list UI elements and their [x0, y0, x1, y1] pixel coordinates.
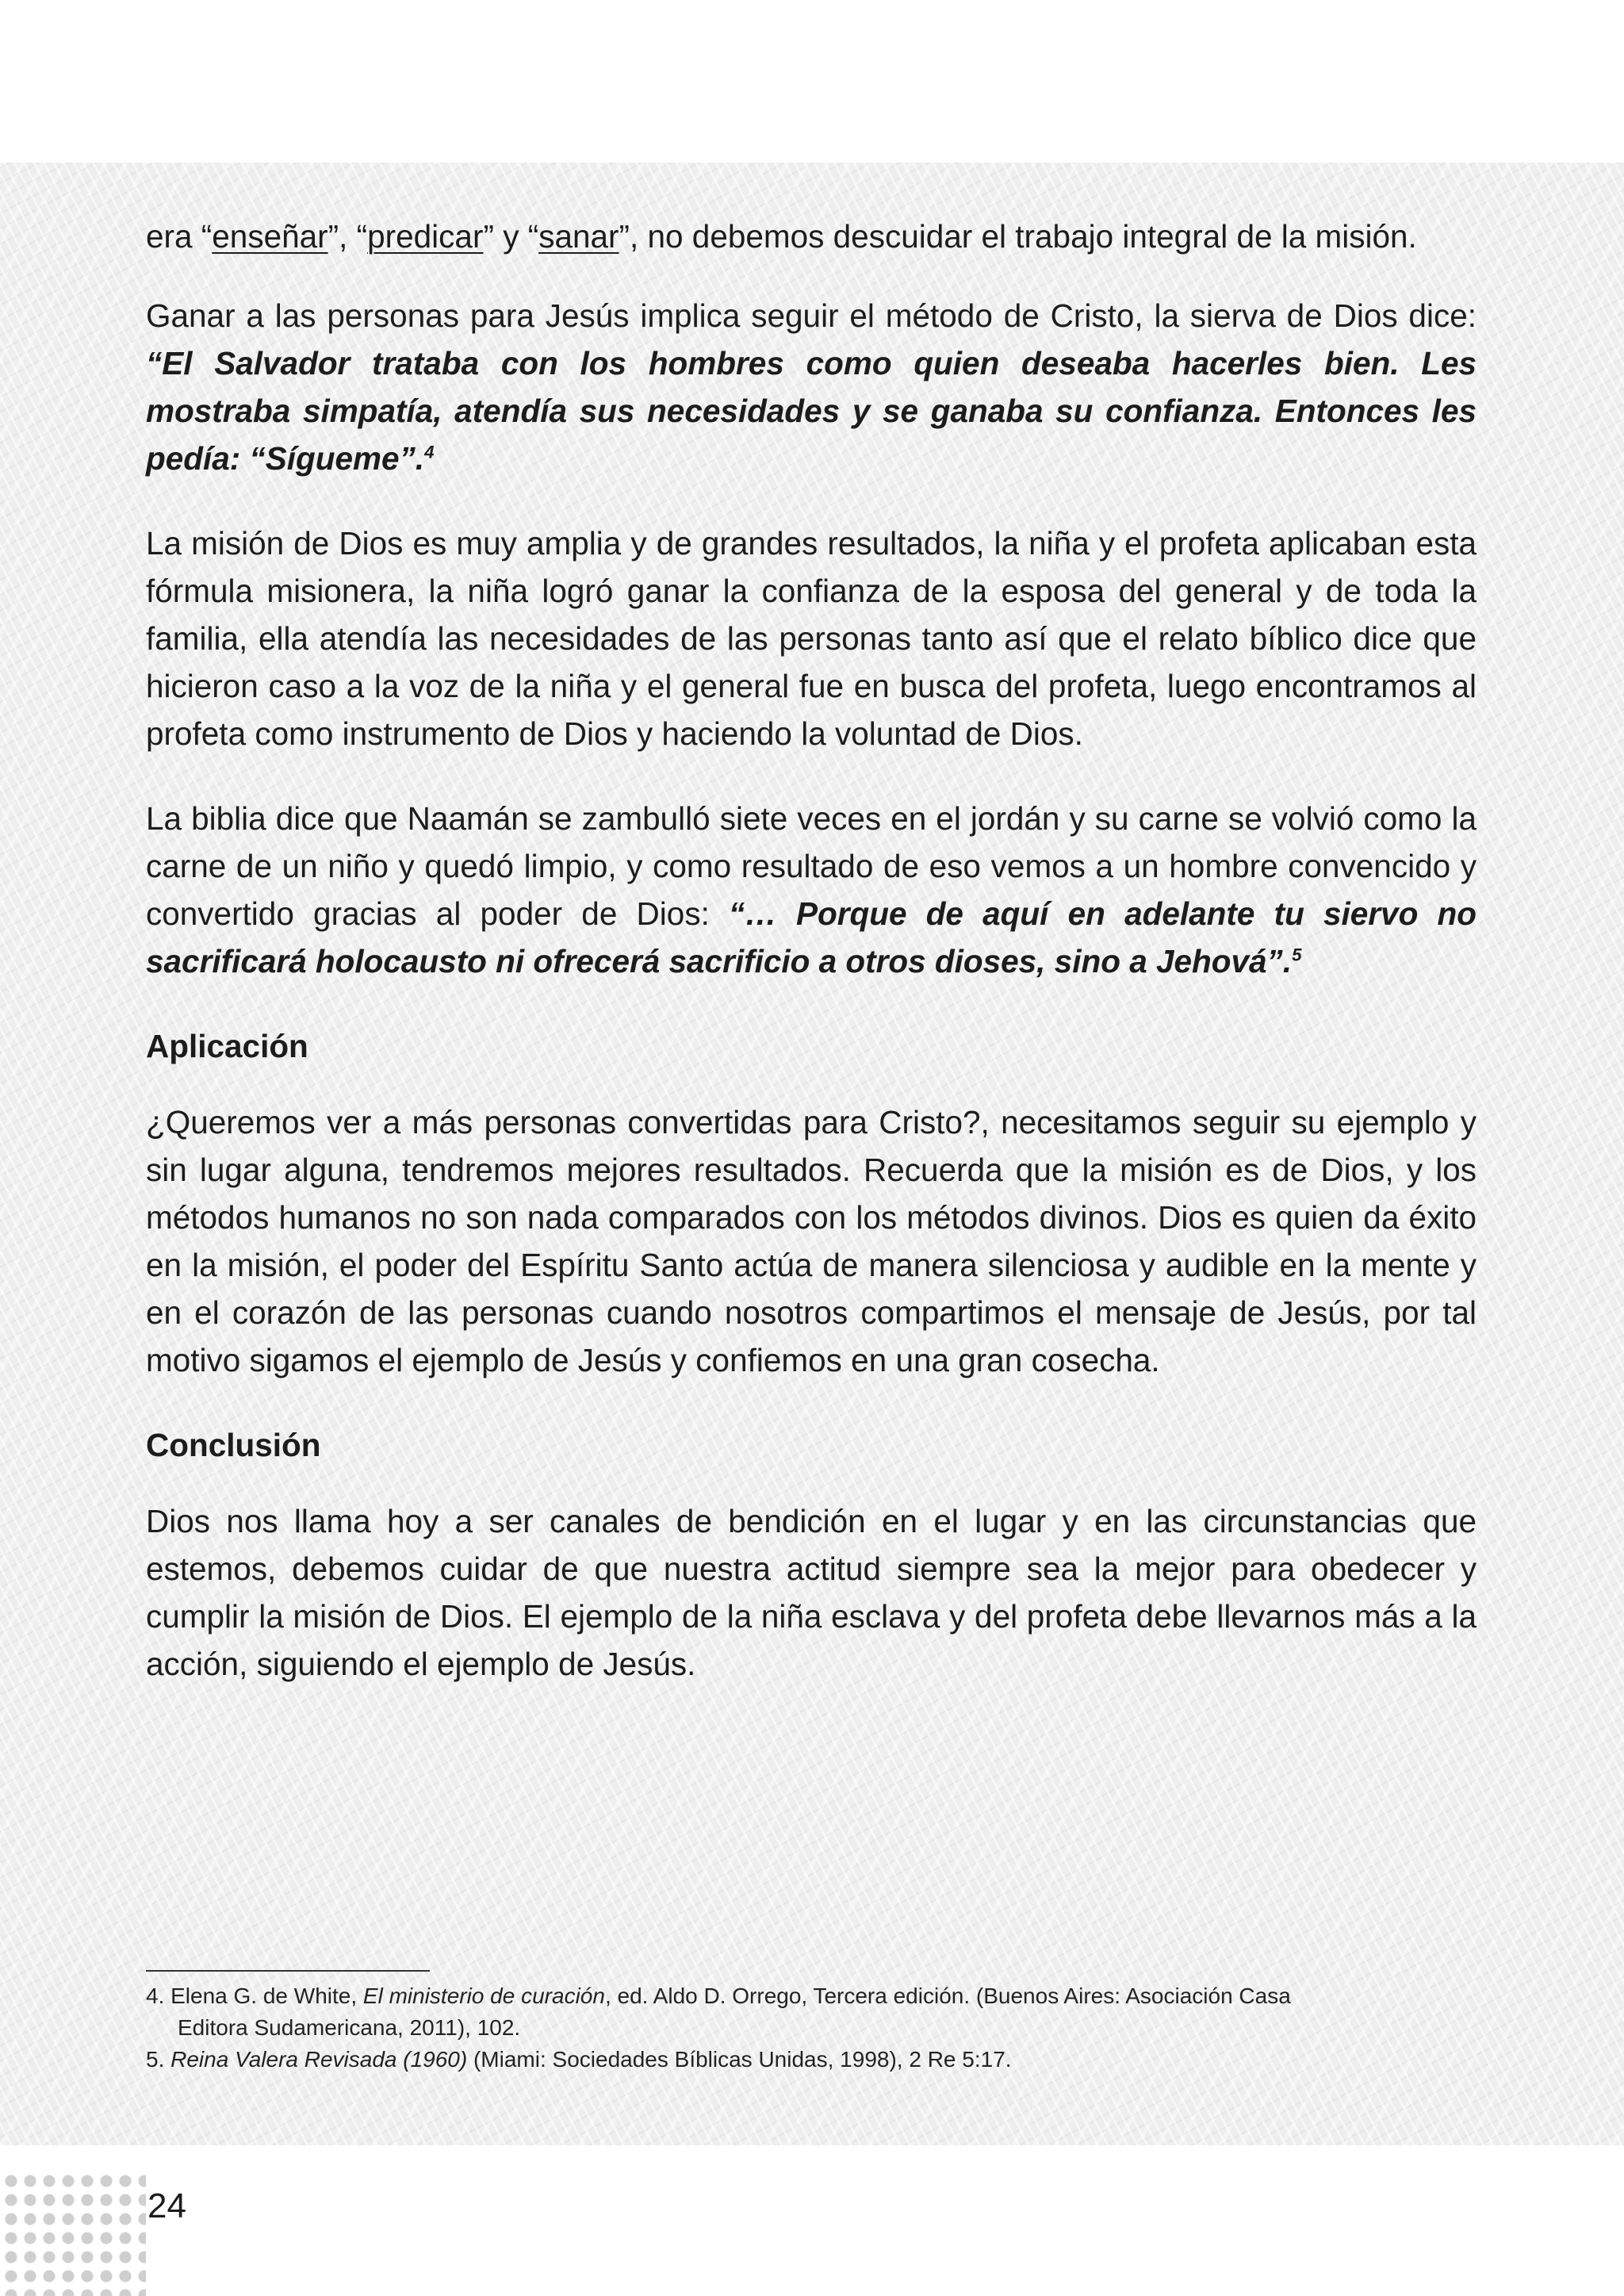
footnote-divider [146, 1970, 430, 1972]
footnote-reference: 5 [1292, 945, 1302, 965]
underlined-word: enseñar [212, 218, 328, 255]
text-run: 5. [146, 2047, 171, 2072]
paragraph [146, 1098, 1477, 1384]
footnote-4-continuation: Editora Sudamericana, 2011), 102. [178, 2015, 521, 2040]
text-run: La misión de Dios es muy amplia y de grandes resultados, la niña y el profeta aplicaban esta fórmula misionera, la niña logró ganar la confianza de la esposa del general y de toda la familia, ella atendía las necesidades de las personas tanto así que el relato bíblico dice que hicieron caso a la voz de la niña y el general fue en busca del profeta, luego encontramos al profeta como instrumento de Dios y haciendo la voluntad de Dios. [146, 525, 1477, 752]
cited-title: El ministerio de curación [362, 1984, 605, 2008]
paragraph [146, 292, 1477, 482]
text-run: , ed. Aldo D. Orrego, Tercera edición. (Buenos Aires: Asociación Casa [604, 1984, 1291, 2008]
section-heading-aplicacion: Aplicación [146, 1028, 308, 1064]
text-run: (Miami: Sociedades Bíblicas Unidas, 1998), 2 Re 5:17. [467, 2047, 1012, 2072]
footnote-reference: 4 [424, 442, 435, 462]
text-run: era “ [146, 218, 213, 255]
paragraph [146, 213, 1477, 260]
underlined-word: predicar [367, 218, 484, 255]
paragraph [146, 519, 1477, 757]
text-run: ”, no debemos descuidar el trabajo integral de la misión. [619, 218, 1417, 255]
text-run: Dios nos llama hoy a ser canales de bendición en el lugar y en las circunstancias que estemos, debemos cuidar de que nuestra actitud siempre sea la mejor para obedecer y cumplir la misión de Dios. El ejemplo de la niña esclava y del profeta debe llevarnos más a la acción, siguiendo el ejemplo de Jesús. [146, 1503, 1477, 1682]
underlined-word: sanar [538, 218, 619, 255]
footnote-4 [146, 1980, 1486, 2012]
footnote-5 [146, 2044, 1486, 2076]
body-text [146, 213, 1477, 1725]
cited-title: Reina Valera Revisada (1960) [170, 2047, 468, 2072]
text-run: 4. Elena G. de White, [146, 1984, 363, 2008]
footnotes [146, 1980, 1486, 2076]
text-run: ¿Queremos ver a más personas convertidas para Cristo?, necesitamos seguir su ejemplo y sin lugar alguna, tendremos mejores resultados. Recuerda que la misión es de Dios, y los métodos humanos no son nada comparados con los métodos divinos. Dios es quien da éxito en la misión, el poder del Espíritu Santo actúa de manera silenciosa y audible en la mente y en el corazón de las personas cuando nosotros compartimos el mensaje de Jesús, por tal motivo sigamos el ejemplo de Jesús y confiemos en una gran cosecha. [146, 1104, 1477, 1378]
paragraph [146, 1497, 1477, 1688]
paragraph [146, 795, 1477, 985]
decorative-dot-grid [0, 2171, 146, 2296]
page-number: 24 [147, 2187, 186, 2225]
quotation: “… Porque de aquí en adelante tu siervo no sacrificará holocausto ni ofrecerá sacrificio a otros dioses, sino a Jehová”. [146, 895, 1477, 979]
text-run: ”, “ [327, 218, 368, 255]
text-run: Ganar a las personas para Jesús implica seguir el método de Cristo, la sierva de Dios dice: [146, 297, 1477, 334]
text-run: La biblia dice que Naamán se zambulló siete veces en el jordán y su carne se volvió como la carne de un niño y quedó limpio, y como resultado de eso vemos a un hombre convencido y convertido gracias al poder de Dios: [146, 800, 1477, 932]
section-heading-conclusion: Conclusión [146, 1427, 321, 1463]
text-run: ” y “ [483, 218, 539, 255]
quotation: “El Salvador trataba con los hombres como quien deseaba hacerles bien. Les mostraba simpatía, atendía sus necesidades y se ganaba su confianza. Entonces les pedía: “Sígueme”. [146, 345, 1477, 477]
